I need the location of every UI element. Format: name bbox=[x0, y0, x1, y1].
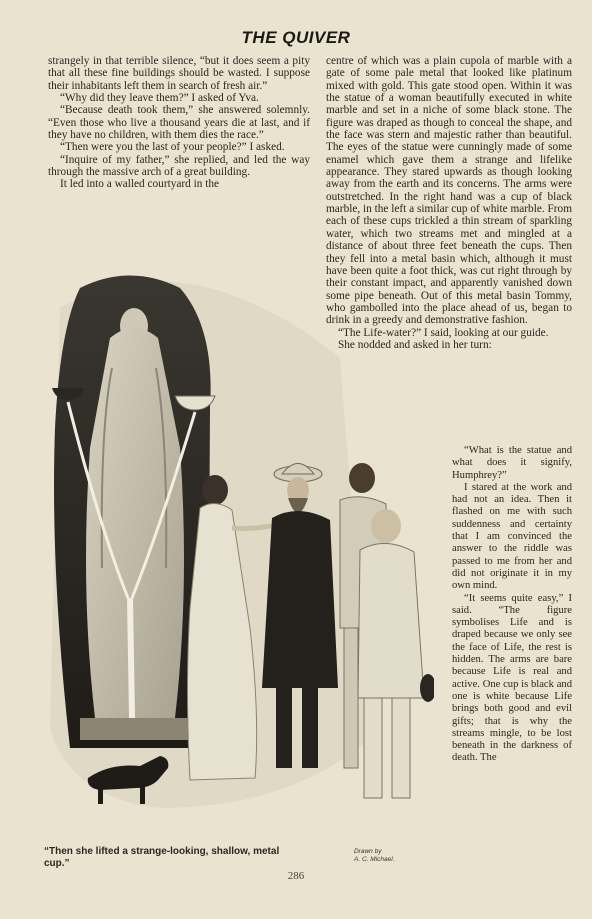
page-number: 286 bbox=[287, 870, 305, 882]
artist-credit bbox=[354, 848, 444, 864]
paragraph: “Then were you the last of your people?” I asked. bbox=[60, 141, 285, 154]
paragraph: “Why did they leave them?” I asked of Yva. bbox=[60, 92, 259, 105]
bald-man-figure bbox=[358, 509, 434, 798]
credit-line: Drawn by bbox=[354, 848, 382, 855]
paragraph: She nodded and asked in her turn: bbox=[338, 338, 492, 351]
paragraph: “Because death took them,” she answered solemnly. “Even those who live a thousand years die at last, and if they have no children, with them dies the race.” bbox=[48, 104, 310, 142]
paragraph: It led into a walled courtyard in the bbox=[60, 178, 220, 191]
paragraph: “It seems quite easy,” I said. “The figure symbolises Life and is draped because we only see the face of Life, the rest is hidden. The arms are bare because Life is real and active. One cup is black and one is white because Life brings both good and evil gifts; that is why the streams mingle, to be lost beneath in the darkness of death. The bbox=[452, 592, 572, 764]
right-column-narrow bbox=[452, 445, 572, 765]
paragraph: “What is the statue and what does it signify, Humphrey?” bbox=[452, 445, 572, 481]
paragraph: I stared at the work and had not an idea. Then it flashed on me with such suddenness and certainty that I am convinced the answer to the riddle was passed to me from her and did not originate it in my own mind. bbox=[452, 481, 572, 592]
left-column bbox=[48, 55, 310, 191]
paragraph: “The Life-water?” I said, looking at our guide. bbox=[338, 326, 549, 339]
running-header: THE QUIVER bbox=[241, 28, 351, 47]
credit-line: A. C. Michael. bbox=[354, 856, 395, 863]
paragraph: centre of which was a plain cupola of marble with a gate of some pale metal that looked like platinum mixed with gold. This gate stood open. Within it was the statue of a woman beautifully executed in white marble and set in a niche of some black stone. The figure was draped as though to conceal the shape, and the face was stern and majestic rather than beautiful. The eyes of the statue were cunningly made of some enamel which gave them a strange and lifelike appearance. They stared upwards as though looking away from the earth and its concerns. The arms were outstretched. In the right hand was a cup of black marble, in the left a similar cup of white marble. From each of these cups trickled a thin stream of sparkling water, which two streams met and mingled at a distance of about three feet beneath the cups. Then they fell into a metal basin which, although it must have been quite a foot thick, was cut right through by their constant impact, and apparently vanished down some pipe beneath. Out of this metal basin Tommy, who gambolled into the place ahead of us, began to drink in a greedy and demonstrative fashion. bbox=[326, 55, 572, 327]
illustration-caption: “Then she lifted a strange-looking, shallow, metal cup.” bbox=[44, 846, 280, 869]
paragraph: “Inquire of my father,” she replied, and led the way through the massive arch of a great building. bbox=[48, 153, 310, 179]
illustration bbox=[40, 268, 434, 826]
paragraph: strangely in that terrible silence, “but it does seem a pity that all these fine buildings should be wasted. I suppose their inhabitants left them in search of fresh air.” bbox=[48, 55, 310, 92]
